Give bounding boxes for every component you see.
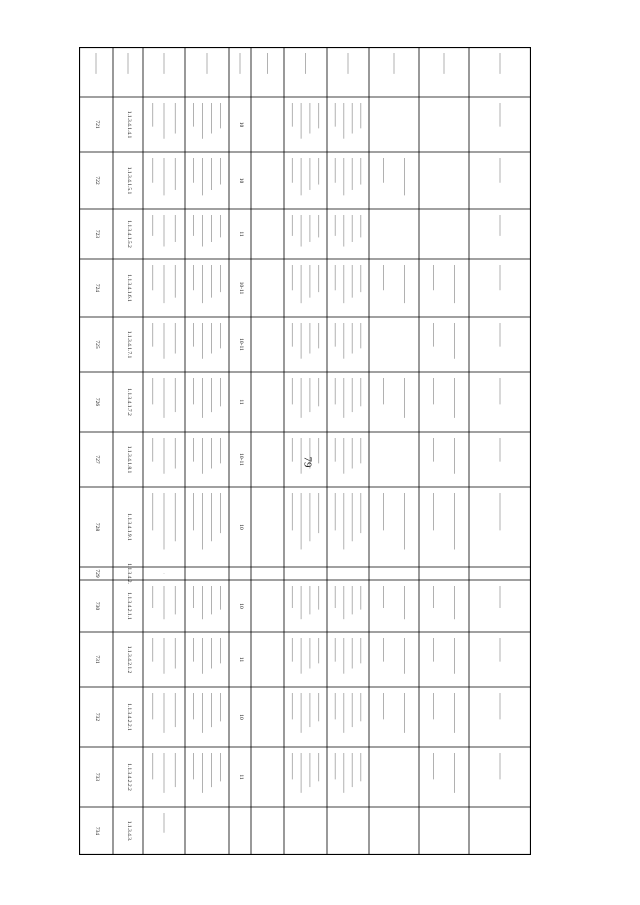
row-grade: 10-11 xyxy=(238,281,244,295)
row-number: 721 xyxy=(94,120,100,129)
row-number: 722 xyxy=(94,176,100,185)
row-number: 724 xyxy=(94,283,100,293)
row-code: 1.1.3.4.1.9.1 xyxy=(126,513,132,541)
row-grade: 10-11 xyxy=(238,338,244,351)
cell-labels xyxy=(94,111,244,842)
row-grade: 10 xyxy=(238,714,244,720)
row-number: 732 xyxy=(94,712,100,722)
row-code: 1.1.3.4.2.2.1 xyxy=(126,703,132,731)
row-lines xyxy=(79,97,531,807)
row-number: 730 xyxy=(94,601,100,611)
row-code: 1.1.3.4.2.1.1 xyxy=(126,592,132,620)
row-number: 725 xyxy=(94,340,100,349)
row-code: 1.1.3.4.1.4.1 xyxy=(126,110,132,139)
row-code: 1.1.3.4.2. xyxy=(126,563,132,584)
table-border xyxy=(80,48,531,855)
row-grade: 11 xyxy=(238,656,244,663)
row-grade: 11 xyxy=(238,399,244,405)
row-grade: 11 xyxy=(238,231,244,237)
row-code: 1.1.3.4.1.7.1 xyxy=(126,330,132,359)
table-grid xyxy=(79,47,531,855)
row-code: 1.1.3.4.1.8.1 xyxy=(126,445,132,474)
row-number: 733 xyxy=(94,772,100,782)
row-code: 1.1.3.4.1.5.1 xyxy=(126,166,132,195)
row-number: 727 xyxy=(94,455,100,464)
row-number: 728 xyxy=(94,522,100,532)
row-code: 1.1.3.4.1.5.2 xyxy=(126,220,132,248)
row-grade: 10 xyxy=(238,524,244,530)
cell-text-placeholders xyxy=(96,53,500,833)
row-grade: 10 xyxy=(238,177,244,184)
row-code: 1.1.3.4.1.7.2 xyxy=(126,388,132,416)
row-code: 1.1.3.4.1.6.1 xyxy=(126,274,132,302)
row-number: 726 xyxy=(94,397,100,407)
row-code: 1.1.3.4.2.1.2 xyxy=(126,645,132,674)
row-code: 1.1.3.4.3. xyxy=(126,820,132,842)
row-grade: 10-11 xyxy=(238,453,244,466)
row-grade: 11 xyxy=(238,774,244,780)
row-number: 734 xyxy=(94,826,100,836)
column-lines xyxy=(113,47,469,855)
row-grade: 10 xyxy=(238,121,244,128)
row-number: 731 xyxy=(94,655,100,664)
row-grade: 10 xyxy=(238,603,244,609)
row-code: 1.1.3.4.2.2.2 xyxy=(126,763,132,791)
rotated-table-sheet xyxy=(79,47,531,855)
row-number: 723 xyxy=(94,229,100,239)
row-number: 729 xyxy=(94,569,100,578)
page-number: 79 xyxy=(301,456,314,468)
